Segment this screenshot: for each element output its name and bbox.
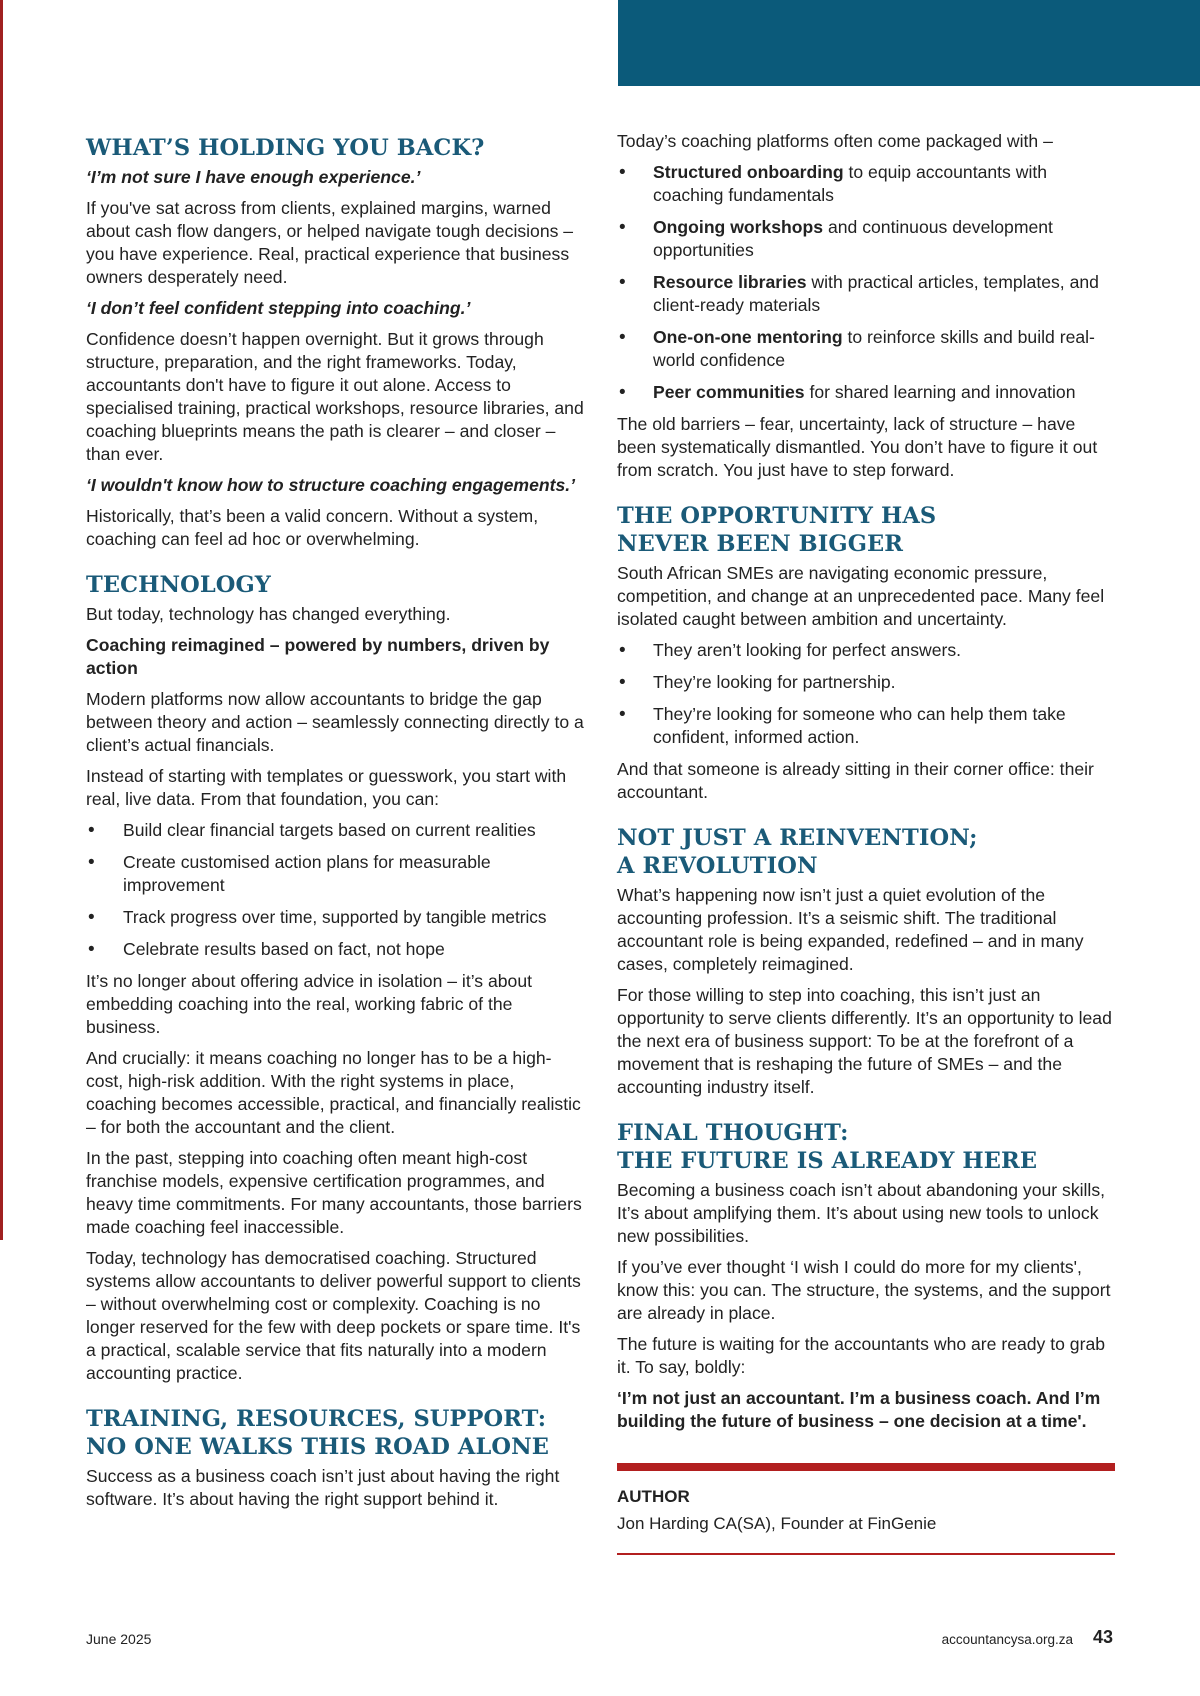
footer-site: accountancysa.org.za [941,1632,1073,1647]
heading-line: THE OPPORTUNITY HAS [617,503,937,529]
heading-line: NO ONE WALKS THIS ROAD ALONE [86,1434,549,1460]
paragraph: For those willing to step into coaching, this isn’t just an opportunity to serve clients differently. It’s an opportunity to lead the next era of business support: To be at the forefront of a movement that is reshaping the future of SMEs – and the accounting industry itself. [617,985,1112,1097]
paragraph: Modern platforms now allow accountants to bridge the gap between theory and action – seamlessly connecting directly to a client’s actual financials. [86,689,584,755]
heading-line: NEVER BEEN BIGGER [617,531,904,557]
list-item: • They’re looking for partnership. [617,671,1117,694]
paragraph: Historically, that’s been a valid concern. Without a system, coaching can feel ad hoc or overwhelming. [86,506,539,549]
list-item: • Create customised action plans for measurable improvement [86,851,586,897]
list-item-text: for shared learning and innovation [804,382,1076,402]
paragraph: Today, technology has democratised coaching. Structured systems allow accountants to deliver powerful support to clients – without overwhelming cost or complexity. Coaching is no longer reserved for the few with deep pockets or spare time. It's a practical, scalable service that fits naturally into a modern accounting practice. [86,1248,581,1383]
heading-technology: TECHNOLOGY [86,572,271,598]
paragraph: The old barriers – fear, uncertainty, lack of structure – have been systematically dismantled. You don’t have to figure it out from scratch. You just have to step forward. [617,414,1098,480]
bullet-list [617,639,1117,749]
author-label: AUTHOR [617,1487,690,1506]
quote-experience: ‘I’m not sure I have enough experience.’ [86,167,421,187]
list-item-bold: Structured onboarding [653,162,844,182]
paragraph: And crucially: it means coaching no longer has to be a high-cost, high-risk addition. With the right systems in place, coaching becomes accessible, practical, and financially realistic – for both the accountant and the client. [86,1048,581,1137]
list-item [617,271,1117,317]
heading-final-thought [617,1119,1117,1175]
subheading-coaching-reimagined: Coaching reimagined – powered by numbers, driven by action [86,635,550,678]
list-item: • Celebrate results based on fact, not hope [86,938,586,961]
header-color-bar [618,0,1200,86]
list-item-bold: Resource libraries [653,272,807,292]
list-item: • Build clear financial targets based on current realities [86,819,586,842]
bullet-list [617,161,1117,404]
page-number: 43 [1093,1627,1114,1647]
list-item: • They’re looking for someone who can help them take confident, informed action. [617,703,1117,749]
footer-date: June 2025 [86,1631,152,1647]
paragraph: In the past, stepping into coaching often meant high-cost franchise models, expensive certification programmes, and heavy time commitments. For many accountants, those barriers made coaching feel inaccessible. [86,1148,582,1237]
heading-opportunity [617,502,1117,558]
author-divider [617,1463,1115,1471]
heading-line: THE FUTURE IS ALREADY HERE [617,1148,1038,1174]
closing-statement: ‘I’m not just an accountant. I’m a business coach. And I’m building the future of business – one decision at a time'. [617,1388,1101,1431]
paragraph: South African SMEs are navigating economic pressure, competition, and change at an unprecedented pace. Many feel isolated caught between ambition and uncertainty. [617,563,1105,629]
paragraph: And that someone is already sitting in their corner office: their accountant. [617,759,1094,802]
paragraph: It’s no longer about offering advice in isolation – it’s about embedding coaching into the real, working fabric of the business. [86,971,533,1037]
list-item-text: with practical articles, templates, and client-ready materials [653,272,1099,315]
quote-structure: ‘I wouldn't know how to structure coaching engagements.’ [86,475,576,495]
paragraph: Confidence doesn’t happen overnight. But it grows through structure, preparation, and the right frameworks. Today, accountants don't have to figure it out alone. Access to specialised training, practical workshops, resource libraries, and coaching blueprints means the path is clearer – and closer – than ever. [86,329,584,464]
heading-training [86,1405,586,1461]
left-column [86,130,586,1519]
list-item [617,216,1117,262]
list-item-bold: Ongoing workshops [653,217,824,237]
paragraph: Becoming a business coach isn’t about abandoning your skills, It’s about amplifying them. It’s about using new tools to unlock new possibilities. [617,1180,1106,1246]
left-accent-line [0,0,3,1240]
paragraph: The future is waiting for the accountants who are ready to grab it. To say, boldly: [617,1334,1106,1377]
paragraph: If you've sat across from clients, explained margins, warned about cash flow dangers, or helped navigate tough decisions – you have experience. Real, practical experience that business owners desperately need. [86,198,574,287]
paragraph: If you’ve ever thought ‘I wish I could do more for my clients', know this: you can. The structure, the systems, and the support are already in place. [617,1257,1111,1323]
paragraph: But today, technology has changed everything. [86,604,451,624]
list-item-text: to reinforce skills and build real-world confidence [653,327,1095,370]
paragraph: Instead of starting with templates or guesswork, you start with real, live data. From that foundation, you can: [86,766,567,809]
right-column [617,130,1117,1555]
list-item: • Track progress over time, supported by tangible metrics [86,906,586,929]
list-item-text: and continuous development opportunities [653,217,1053,260]
author-name: Jon Harding CA(SA), Founder at FinGenie [617,1514,937,1533]
list-item: • They aren’t looking for perfect answers. [617,639,1117,662]
bullet-list [86,819,586,961]
list-item [617,326,1117,372]
list-item-text: to equip accountants with coaching fundamentals [653,162,1048,205]
heading-line: FINAL THOUGHT: [617,1120,849,1146]
heading-line: A REVOLUTION [617,853,818,879]
heading-line: TRAINING, RESOURCES, SUPPORT: [86,1406,547,1432]
paragraph: Success as a business coach isn’t just about having the right software. It’s about having the right support behind it. [86,1466,560,1509]
list-item [617,381,1117,404]
list-item [617,161,1117,207]
heading-line: NOT JUST A REINVENTION; [617,825,978,851]
list-item-bold: Peer communities [653,382,805,402]
heading-revolution [617,824,1117,880]
paragraph: What’s happening now isn’t just a quiet evolution of the accounting profession. It’s a seismic shift. The traditional accountant role is being expanded, redefined – and in many cases, completely reimagined. [617,885,1084,974]
heading-holding-back: WHAT’S HOLDING YOU BACK? [86,135,485,161]
list-item-bold: One-on-one mentoring [653,327,843,347]
paragraph: Today’s coaching platforms often come packaged with – [617,131,1053,151]
author-divider-bottom [617,1553,1115,1555]
quote-confidence: ‘I don’t feel confident stepping into coaching.’ [86,298,471,318]
